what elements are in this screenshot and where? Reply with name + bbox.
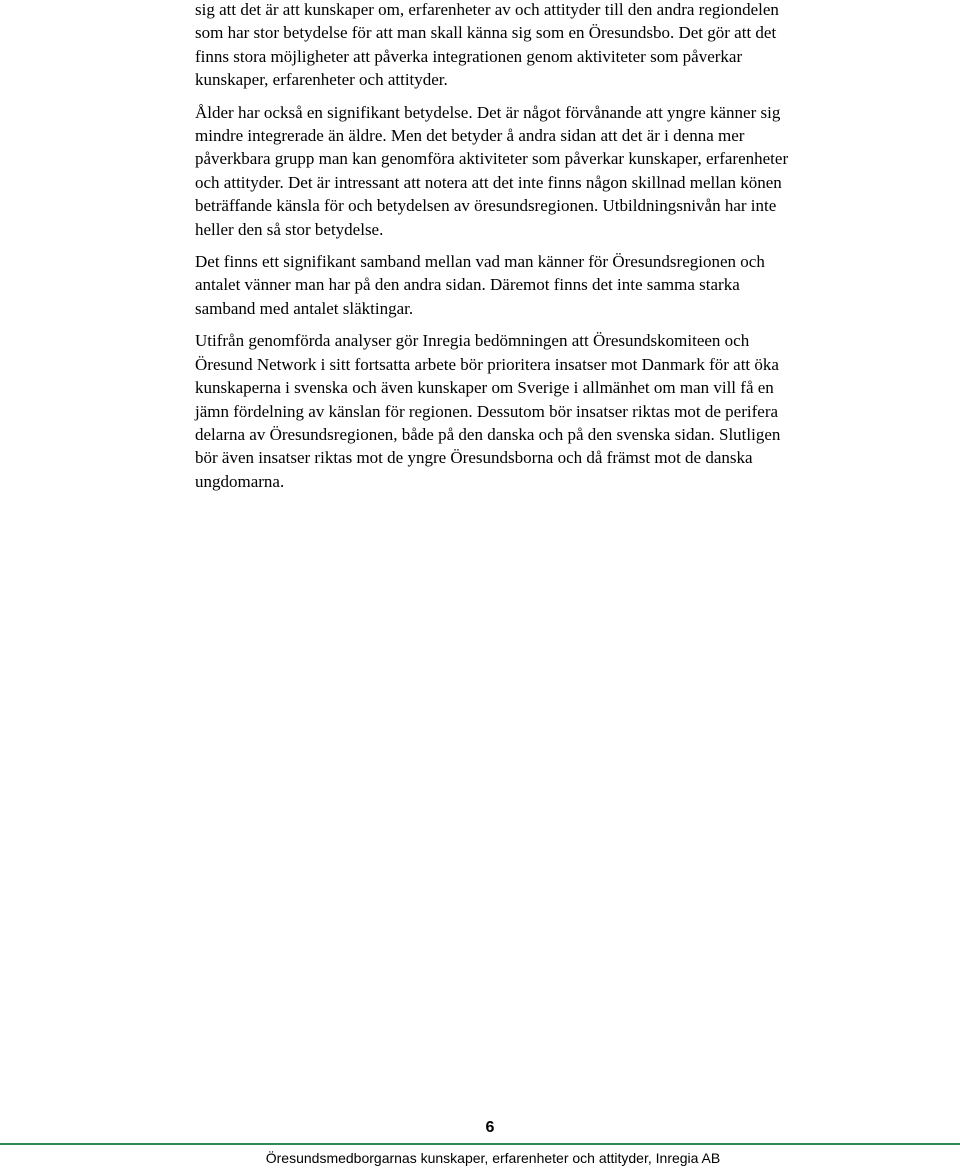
footer-text: Öresundsmedborgarnas kunskaper, erfarenheter och attityder, Inregia AB	[265, 1150, 721, 1166]
paragraph-1: sig att det är att kunskaper om, erfarenheter av och attityder till den andra regiondelen som har stor betydelse för att man skall känna sig som en Öresundsbo. Det gör att det finns stora möjligheter att påverka integrationen genom aktiviteter som påverkar kunskaper, erfarenheter och attityder.	[195, 0, 779, 90]
document-body	[195, 0, 795, 502]
paragraph-2: Ålder har också en signifikant betydelse. Det är något förvånande att yngre känner sig mindre integrerade än äldre. Men det betyder å andra sidan att det är i denna mer påverkbara grupp man kan genomföra aktiviteter som påverkar kunskaper, erfarenheter och attityder. Det är intressant att notera att det inte finns någon skillnad mellan könen beträffande känsla för och betydelsen av öresundsregionen. Utbildningsnivån har inte heller den så stor betydelse.	[195, 102, 789, 239]
paragraph-3: Det finns ett signifikant samband mellan vad man känner för Öresundsregionen och antalet vänner man har på den andra sidan. Däremot finns det inte samma starka samband med antalet släktingar.	[195, 252, 765, 318]
paragraph-4: Utifrån genomförda analyser gör Inregia bedömningen att Öresundskomiteen och Öresund Network i sitt fortsatta arbete bör prioritera insatser mot Danmark för att öka kunskaperna i svenska och även kunskaper om Sverige i allmänhet om man vill få en jämn fördelning av känslan för regionen. Dessutom bör insatser riktas mot de perifera delarna av Öresundsregionen, både på den danska och på den svenska sidan. Slutligen bör även insatser riktas mot de yngre Öresundsborna och då främst mot de danska ungdomarna.	[195, 331, 781, 491]
footer-divider	[0, 1143, 960, 1145]
page-number: 6	[485, 1119, 495, 1136]
